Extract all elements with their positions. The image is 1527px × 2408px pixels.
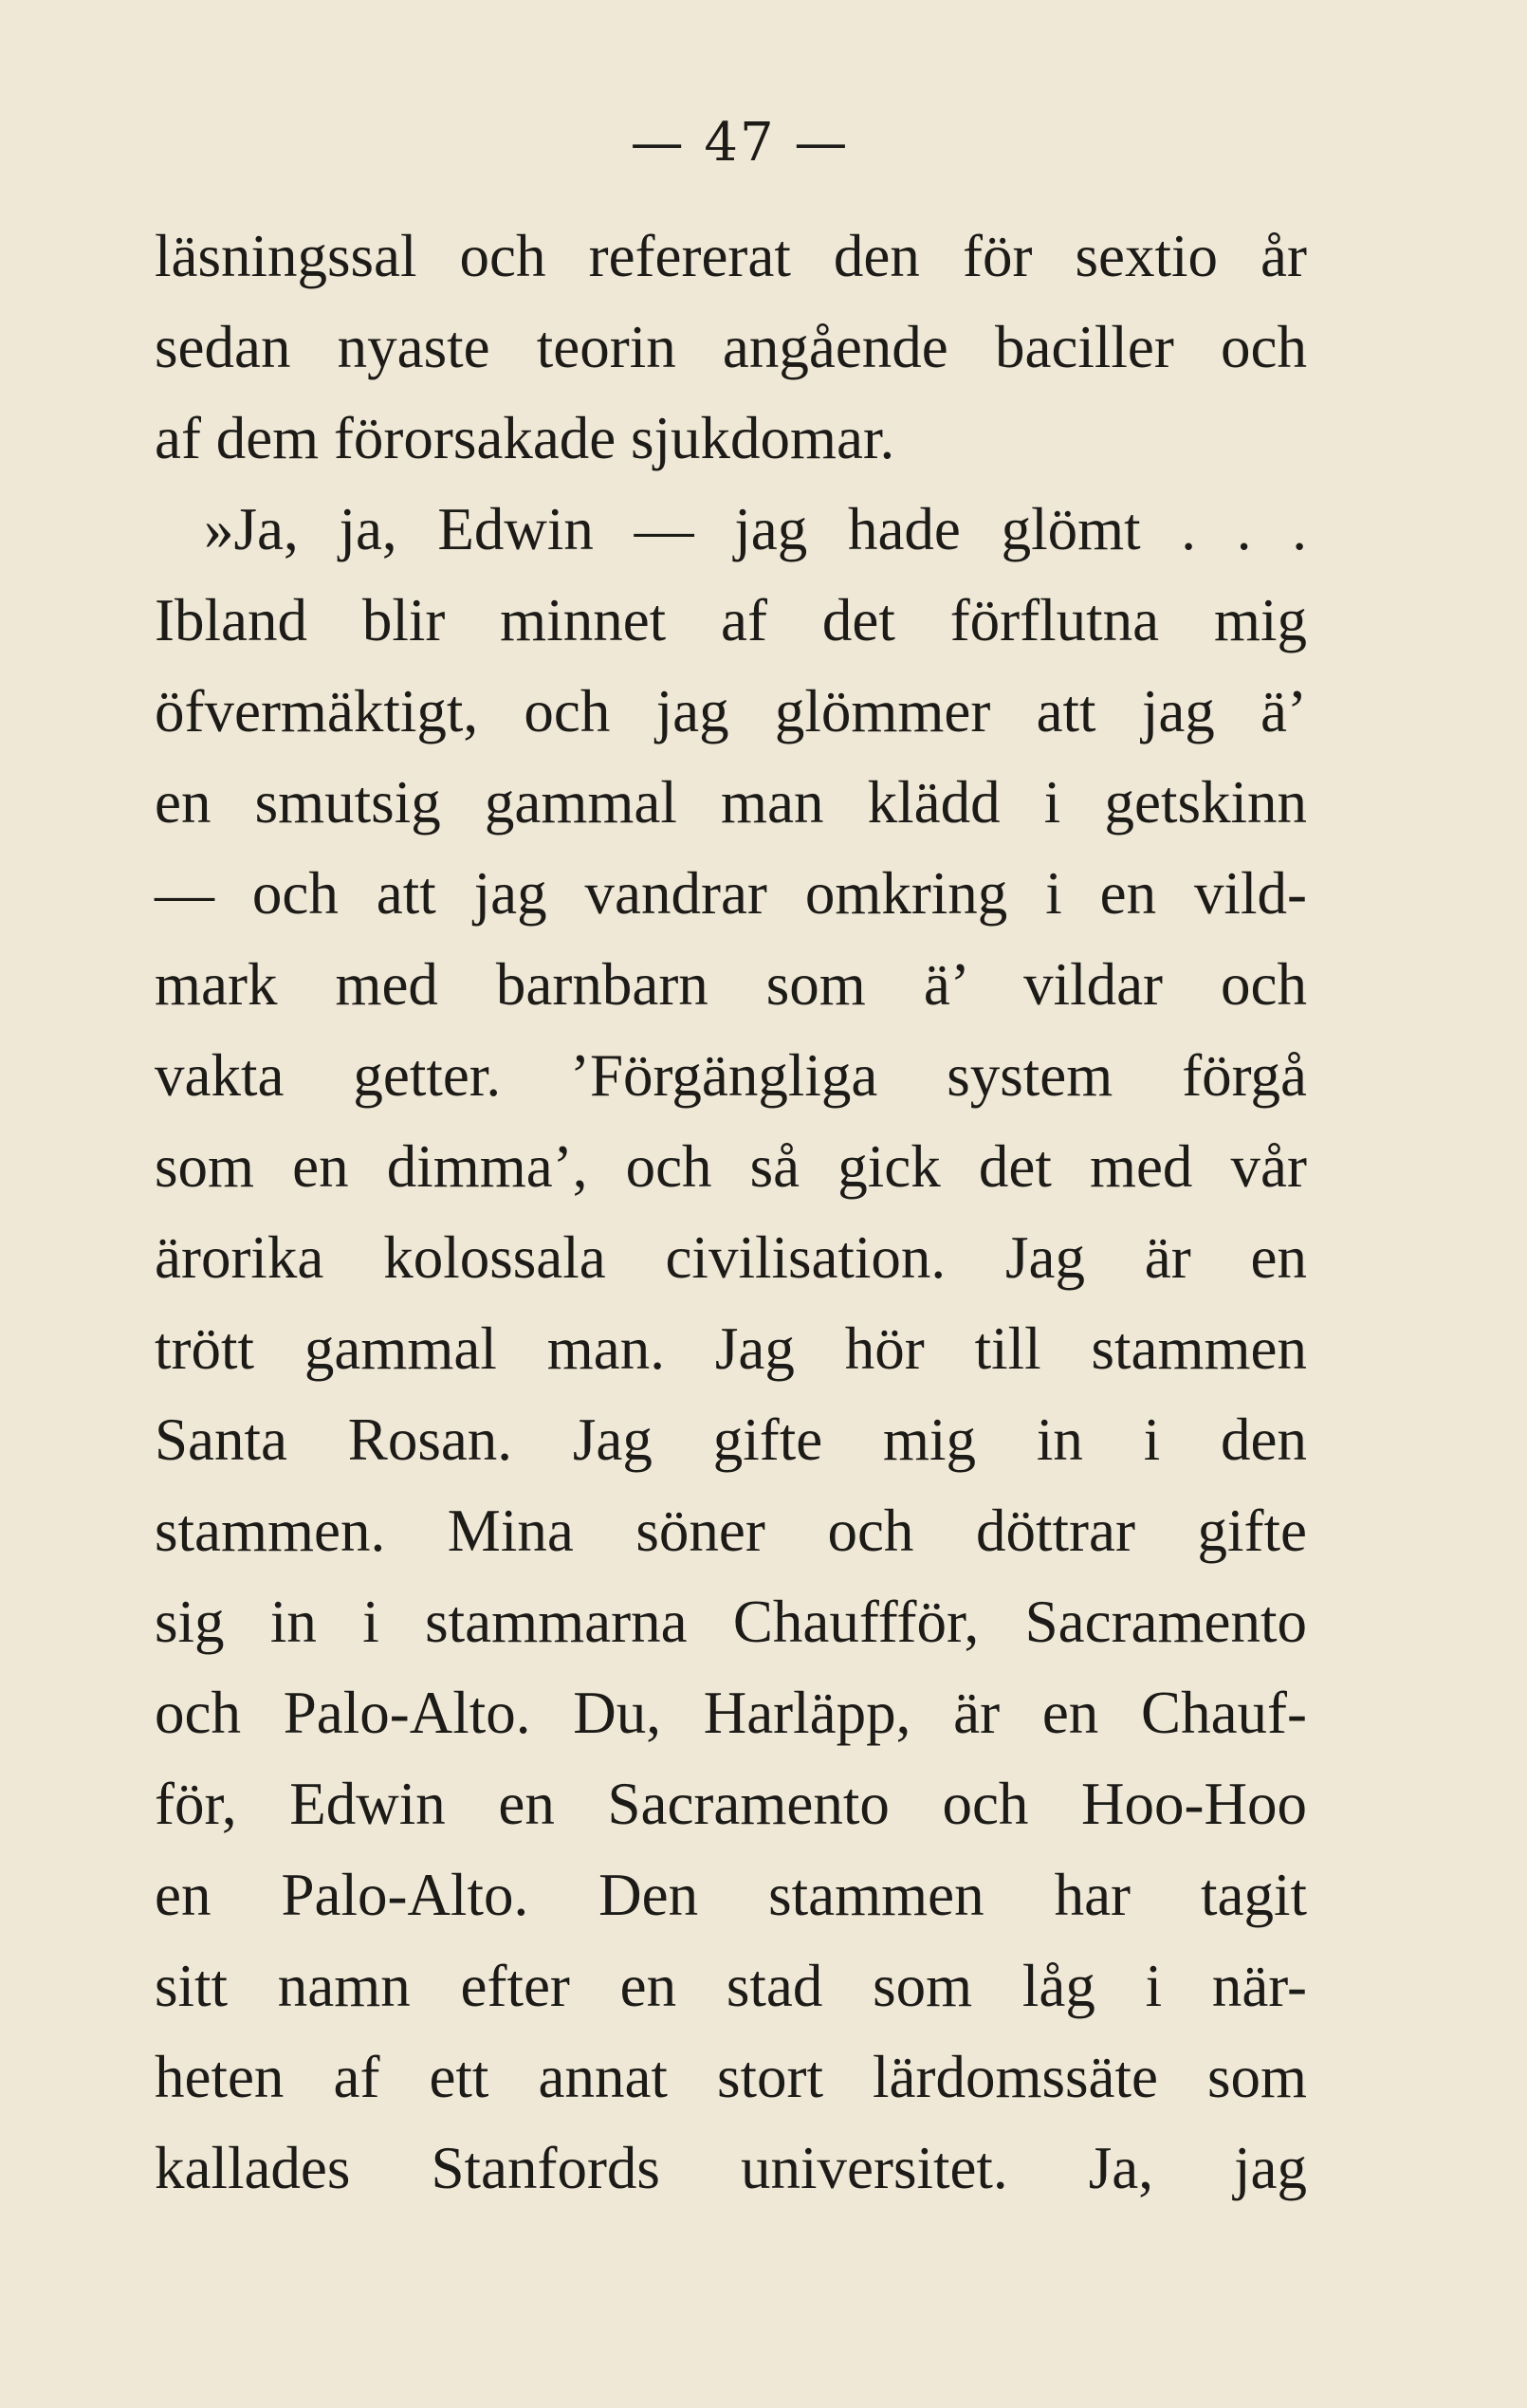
text-line-19: en Palo-Alto. Den stammen har tagit: [155, 1862, 1307, 1928]
text-line-16: sig in i stammarna Chauffför, Sacramento: [155, 1589, 1307, 1655]
text-line-3: af dem förorsakade sjukdomar.: [155, 405, 895, 471]
text-line-20: sitt namn efter en stad som låg i när-: [155, 1953, 1307, 2019]
text-line-8: — och att jag vandrar omkring i en vild-: [155, 860, 1307, 927]
text-line-17: och Palo-Alto. Du, Harläpp, är en Chauf-: [155, 1680, 1307, 1746]
text-line-14: Santa Rosan. Jag gifte mig in i den: [155, 1406, 1307, 1473]
text-line-7: en smutsig gammal man klädd i getskinn: [155, 769, 1307, 836]
page-number: — 47 —: [630, 112, 850, 174]
text-line-12: ärorika kolossala civilisation. Jag är en: [155, 1224, 1307, 1291]
text-line-10: vakta getter. ’Förgängliga system förgå: [155, 1042, 1307, 1109]
text-line-2: sedan nyaste teorin angående baciller och: [155, 314, 1307, 380]
text-line-18: för, Edwin en Sacramento och Hoo-Hoo: [155, 1771, 1307, 1837]
text-line-15: stammen. Mina söner och döttrar gifte: [155, 1498, 1307, 1564]
text-line-4: »Ja, ja, Edwin — jag hade glömt . . .: [204, 496, 1307, 562]
text-line-9: mark med barnbarn som ä’ vildar och: [155, 951, 1307, 1018]
body-text: [155, 211, 1307, 2214]
text-line-1: läsningssal och refererat den för sextio år: [155, 223, 1307, 289]
text-line-22: kallades Stanfords universitet. Ja, jag: [155, 2135, 1307, 2201]
text-line-11: som en dimma’, och så gick det med vår: [155, 1133, 1307, 1200]
text-line-13: trött gammal man. Jag hör till stammen: [155, 1315, 1307, 1382]
text-line-5: Ibland blir minnet af det förflutna mig: [155, 587, 1307, 653]
text-line-21: heten af ett annat stort lärdomssäte som: [155, 2044, 1307, 2110]
text-line-6: öfvermäktigt, och jag glömmer att jag ä’: [155, 678, 1307, 744]
